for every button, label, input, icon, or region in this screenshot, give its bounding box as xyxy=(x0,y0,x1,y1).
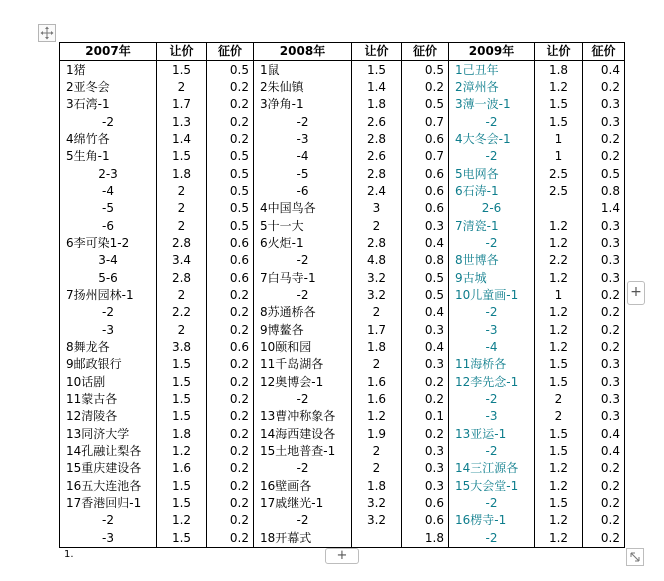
stamp-name-cell: 5十一大 xyxy=(254,217,352,234)
rang-price-cell: 2.8 xyxy=(157,269,207,286)
zheng-price-cell: 0.6 xyxy=(207,339,254,356)
stamp-name-cell: 9博鳌各 xyxy=(254,322,352,339)
rang-price-cell: 2 xyxy=(157,183,207,200)
zheng-price-cell: 0.2 xyxy=(207,512,254,529)
stamp-name-cell: 13同济大学 xyxy=(60,426,157,443)
rang-price-cell: 1.4 xyxy=(157,131,207,148)
rang-price-cell: 1.4 xyxy=(352,79,402,96)
table-row xyxy=(60,183,625,200)
stamp-name-cell: 4中国鸟各 xyxy=(254,200,352,217)
stamp-name-cell: 2-3 xyxy=(60,165,157,182)
rang-price-cell: 2.5 xyxy=(535,183,583,200)
table-row xyxy=(60,478,625,495)
table-row xyxy=(60,530,625,548)
zheng-price-cell: 0.2 xyxy=(583,478,625,495)
zheng-price-cell: 0.6 xyxy=(402,495,449,512)
stamp-name-cell: -5 xyxy=(60,200,157,217)
zheng-price-cell: 0.2 xyxy=(207,408,254,425)
zheng-price-cell: 0.6 xyxy=(402,200,449,217)
header-zheng-price-2007: 征价 xyxy=(207,43,254,61)
stamp-name-cell: -3 xyxy=(254,131,352,148)
header-rang-price-2008: 让价 xyxy=(352,43,402,61)
zheng-price-cell: 0.2 xyxy=(207,356,254,373)
rang-price-cell: 2 xyxy=(157,217,207,234)
add-row-button[interactable] xyxy=(325,548,359,564)
zheng-price-cell: 0.5 xyxy=(402,269,449,286)
zheng-price-cell: 0.3 xyxy=(583,374,625,391)
stamp-name-cell: 7白马寺-1 xyxy=(254,269,352,286)
stamp-name-cell: 11蒙古各 xyxy=(60,391,157,408)
zheng-price-cell: 0.8 xyxy=(402,252,449,269)
zheng-price-cell: 0.5 xyxy=(402,96,449,113)
stamp-name-cell: -2 xyxy=(449,391,535,408)
stamp-name-cell: -3 xyxy=(60,530,157,548)
table-row xyxy=(60,460,625,477)
zheng-price-cell: 0.6 xyxy=(402,183,449,200)
rang-price-cell: 2 xyxy=(352,217,402,234)
rang-price-cell: 1.5 xyxy=(535,495,583,512)
table-row xyxy=(60,443,625,460)
zheng-price-cell: 0.3 xyxy=(402,443,449,460)
rang-price-cell: 4.8 xyxy=(352,252,402,269)
stamp-name-cell: 6石涛-1 xyxy=(449,183,535,200)
table-row xyxy=(60,512,625,529)
stamp-name-cell: 9邮政银行 xyxy=(60,356,157,373)
zheng-price-cell: 0.2 xyxy=(583,131,625,148)
zheng-price-cell: 0.6 xyxy=(402,165,449,182)
rang-price-cell: 1.6 xyxy=(352,374,402,391)
zheng-price-cell: 0.2 xyxy=(583,287,625,304)
rang-price-cell: 1.5 xyxy=(535,443,583,460)
rang-price-cell: 2 xyxy=(157,287,207,304)
header-row xyxy=(60,43,625,61)
header-zheng-price-2009: 征价 xyxy=(583,43,625,61)
table-row xyxy=(60,252,625,269)
stamp-price-table xyxy=(59,42,625,548)
zheng-price-cell: 0.2 xyxy=(583,304,625,321)
stamp-name-cell: -6 xyxy=(60,217,157,234)
stamp-name-cell: 17戚继光-1 xyxy=(254,495,352,512)
rang-price-cell: 1.5 xyxy=(352,61,402,79)
zheng-price-cell: 0.5 xyxy=(402,61,449,79)
rang-price-cell: 1.2 xyxy=(535,217,583,234)
stamp-name-cell: 3薄一波-1 xyxy=(449,96,535,113)
stamp-name-cell: 4绵竹各 xyxy=(60,131,157,148)
stamp-name-cell: -2 xyxy=(254,287,352,304)
zheng-price-cell: 0.7 xyxy=(402,113,449,130)
table-row xyxy=(60,374,625,391)
zheng-price-cell: 0.3 xyxy=(583,217,625,234)
zheng-price-cell: 0.3 xyxy=(402,322,449,339)
rang-price-cell: 1.2 xyxy=(535,339,583,356)
rang-price-cell: 1.2 xyxy=(535,235,583,252)
rang-price-cell: 1.7 xyxy=(157,96,207,113)
rang-price-cell: 1.2 xyxy=(157,512,207,529)
zheng-price-cell: 0.6 xyxy=(402,512,449,529)
stamp-name-cell: 7清瓷-1 xyxy=(449,217,535,234)
zheng-price-cell: 0.3 xyxy=(583,408,625,425)
table-row xyxy=(60,200,625,217)
rang-price-cell: 1.5 xyxy=(157,408,207,425)
zheng-price-cell: 0.4 xyxy=(402,339,449,356)
rang-price-cell: 3.8 xyxy=(157,339,207,356)
table-row xyxy=(60,391,625,408)
rang-price-cell: 2 xyxy=(352,356,402,373)
resize-arrow-icon xyxy=(627,549,643,565)
table-row xyxy=(60,408,625,425)
rang-price-cell: 1.5 xyxy=(157,356,207,373)
zheng-price-cell: 0.2 xyxy=(402,391,449,408)
zheng-price-cell: 0.5 xyxy=(207,200,254,217)
stamp-name-cell: -2 xyxy=(254,113,352,130)
stamp-name-cell: 13亚运-1 xyxy=(449,426,535,443)
stamp-name-cell: -2 xyxy=(254,252,352,269)
table-row xyxy=(60,495,625,512)
rang-price-cell: 2 xyxy=(352,460,402,477)
rang-price-cell: 1.6 xyxy=(157,460,207,477)
rang-price-cell: 1.5 xyxy=(157,478,207,495)
stamp-name-cell: 5-6 xyxy=(60,269,157,286)
zheng-price-cell: 0.1 xyxy=(402,408,449,425)
rang-price-cell: 2.2 xyxy=(535,252,583,269)
zheng-price-cell: 0.2 xyxy=(207,460,254,477)
stamp-name-cell: -5 xyxy=(254,165,352,182)
rang-price-cell: 1.5 xyxy=(535,426,583,443)
stamp-name-cell: 12奥博会-1 xyxy=(254,374,352,391)
stamp-name-cell: 7扬州园林-1 xyxy=(60,287,157,304)
zheng-price-cell: 0.3 xyxy=(402,460,449,477)
rang-price-cell: 1 xyxy=(535,287,583,304)
stamp-name-cell: -2 xyxy=(449,113,535,130)
zheng-price-cell: 0.3 xyxy=(583,252,625,269)
rang-price-cell: 1.8 xyxy=(352,339,402,356)
zheng-price-cell: 1.4 xyxy=(583,200,625,217)
stamp-name-cell: -3 xyxy=(60,322,157,339)
zheng-price-cell: 0.2 xyxy=(583,495,625,512)
zheng-price-cell: 0.2 xyxy=(207,478,254,495)
rang-price-cell: 1.2 xyxy=(157,443,207,460)
table-row xyxy=(60,356,625,373)
zheng-price-cell: 0.2 xyxy=(207,443,254,460)
zheng-price-cell: 0.4 xyxy=(583,443,625,460)
stamp-name-cell: 11千岛湖各 xyxy=(254,356,352,373)
rang-price-cell: 1.5 xyxy=(157,61,207,79)
rang-price-cell: 2 xyxy=(157,200,207,217)
rang-price-cell: 1.7 xyxy=(352,322,402,339)
zheng-price-cell: 0.2 xyxy=(583,460,625,477)
rang-price-cell: 2.8 xyxy=(352,165,402,182)
add-column-button[interactable] xyxy=(627,281,645,305)
rang-price-cell: 2 xyxy=(352,443,402,460)
zheng-price-cell: 0.3 xyxy=(583,269,625,286)
zheng-price-cell: 1.8 xyxy=(402,530,449,548)
table-row xyxy=(60,79,625,96)
table-row xyxy=(60,165,625,182)
stamp-name-cell: 3-4 xyxy=(60,252,157,269)
zheng-price-cell: 0.2 xyxy=(402,374,449,391)
rang-price-cell: 1.2 xyxy=(535,530,583,548)
rang-price-cell: 1.5 xyxy=(157,495,207,512)
rang-price-cell: 1.8 xyxy=(157,165,207,182)
rang-price-cell: 1.6 xyxy=(352,391,402,408)
rang-price-cell: 2.6 xyxy=(352,148,402,165)
header-2007: 2007年 xyxy=(60,43,157,61)
table-row xyxy=(60,287,625,304)
zheng-price-cell: 0.2 xyxy=(207,374,254,391)
rang-price-cell: 1.5 xyxy=(535,96,583,113)
zheng-price-cell: 0.2 xyxy=(402,79,449,96)
stamp-name-cell: -3 xyxy=(449,322,535,339)
rang-price-cell: 1.5 xyxy=(157,374,207,391)
zheng-price-cell: 0.5 xyxy=(207,217,254,234)
header-2008: 2008年 xyxy=(254,43,352,61)
stamp-name-cell: 10儿童画-1 xyxy=(449,287,535,304)
stamp-name-cell: 15重庆建设各 xyxy=(60,460,157,477)
zheng-price-cell: 0.4 xyxy=(402,304,449,321)
stamp-name-cell: 3净角-1 xyxy=(254,96,352,113)
rang-price-cell: 2 xyxy=(535,391,583,408)
zheng-price-cell: 0.6 xyxy=(207,235,254,252)
plus-icon: + xyxy=(630,284,642,300)
stamp-name-cell: 2-6 xyxy=(449,200,535,217)
rang-price-cell: 2.5 xyxy=(535,165,583,182)
zheng-price-cell: 0.2 xyxy=(207,79,254,96)
rang-price-cell: 1.8 xyxy=(352,96,402,113)
zheng-price-cell: 0.2 xyxy=(207,530,254,548)
rang-price-cell: 1.2 xyxy=(535,269,583,286)
stamp-name-cell: 1己丑年 xyxy=(449,61,535,79)
stamp-name-cell: -2 xyxy=(60,304,157,321)
table-row xyxy=(60,322,625,339)
stamp-name-cell: 17香港回归-1 xyxy=(60,495,157,512)
rang-price-cell: 1 xyxy=(535,148,583,165)
move-cross-icon[interactable] xyxy=(38,24,56,42)
stamp-name-cell: 6火炬-1 xyxy=(254,235,352,252)
zheng-price-cell: 0.5 xyxy=(207,183,254,200)
rang-price-cell: 1.2 xyxy=(352,408,402,425)
rang-price-cell: 3 xyxy=(352,200,402,217)
stamp-name-cell: 2漳州各 xyxy=(449,79,535,96)
stamp-name-cell: 3石湾-1 xyxy=(60,96,157,113)
stamp-name-cell: -2 xyxy=(449,495,535,512)
zheng-price-cell: 0.3 xyxy=(583,356,625,373)
stamp-name-cell: -6 xyxy=(254,183,352,200)
header-rang-price-2007: 让价 xyxy=(157,43,207,61)
zheng-price-cell: 0.8 xyxy=(583,183,625,200)
rang-price-cell xyxy=(352,530,402,548)
zheng-price-cell: 0.5 xyxy=(402,287,449,304)
stamp-name-cell: 5生角-1 xyxy=(60,148,157,165)
zheng-price-cell: 0.2 xyxy=(207,426,254,443)
stamp-name-cell: 13曹冲称象各 xyxy=(254,408,352,425)
stamp-name-cell: -2 xyxy=(60,512,157,529)
rang-price-cell: 1.3 xyxy=(157,113,207,130)
stamp-name-cell: -3 xyxy=(449,408,535,425)
zheng-price-cell: 0.2 xyxy=(583,148,625,165)
rang-price-cell: 1.2 xyxy=(535,512,583,529)
rang-price-cell: 2.8 xyxy=(352,235,402,252)
stamp-name-cell: 2朱仙镇 xyxy=(254,79,352,96)
zheng-price-cell: 0.3 xyxy=(402,356,449,373)
header-zheng-price-2008: 征价 xyxy=(402,43,449,61)
stamp-name-cell: 10话剧 xyxy=(60,374,157,391)
stamp-name-cell: 2亚冬会 xyxy=(60,79,157,96)
stamp-name-cell: -2 xyxy=(449,443,535,460)
rang-price-cell: 2 xyxy=(535,408,583,425)
rang-price-cell: 3.2 xyxy=(352,495,402,512)
zheng-price-cell: 0.3 xyxy=(583,391,625,408)
stamp-name-cell: -2 xyxy=(60,113,157,130)
zheng-price-cell: 0.3 xyxy=(583,113,625,130)
rang-price-cell: 1.2 xyxy=(535,478,583,495)
rang-price-cell: 1.8 xyxy=(157,426,207,443)
rang-price-cell: 3.2 xyxy=(352,512,402,529)
stamp-name-cell: 6李可染1-2 xyxy=(60,235,157,252)
zheng-price-cell: 0.5 xyxy=(207,165,254,182)
rang-price-cell xyxy=(535,200,583,217)
stamp-name-cell: -2 xyxy=(449,235,535,252)
stamp-name-cell: 4大冬会-1 xyxy=(449,131,535,148)
rang-price-cell: 1.2 xyxy=(535,322,583,339)
zheng-price-cell: 0.2 xyxy=(583,530,625,548)
rang-price-cell: 2.4 xyxy=(352,183,402,200)
zheng-price-cell: 0.2 xyxy=(207,391,254,408)
stamp-name-cell: 14三江源各 xyxy=(449,460,535,477)
zheng-price-cell: 0.6 xyxy=(402,131,449,148)
stamp-name-cell: -4 xyxy=(60,183,157,200)
rang-price-cell: 1.2 xyxy=(535,460,583,477)
zheng-price-cell: 0.2 xyxy=(583,512,625,529)
zheng-price-cell: 0.2 xyxy=(583,322,625,339)
stamp-name-cell: 10颐和园 xyxy=(254,339,352,356)
zheng-price-cell: 0.2 xyxy=(207,495,254,512)
rang-price-cell: 2 xyxy=(157,79,207,96)
stamp-name-cell: -2 xyxy=(449,148,535,165)
zheng-price-cell: 0.2 xyxy=(207,287,254,304)
stamp-name-cell: -2 xyxy=(254,460,352,477)
table-row xyxy=(60,235,625,252)
rang-price-cell: 1.2 xyxy=(535,79,583,96)
rang-price-cell: 2.8 xyxy=(352,131,402,148)
zheng-price-cell: 0.5 xyxy=(207,148,254,165)
rang-price-cell: 2.2 xyxy=(157,304,207,321)
rang-price-cell: 1.5 xyxy=(157,148,207,165)
stamp-name-cell: 8世博各 xyxy=(449,252,535,269)
zheng-price-cell: 0.4 xyxy=(583,61,625,79)
stamp-name-cell: -2 xyxy=(449,530,535,548)
rang-price-cell: 1.5 xyxy=(157,530,207,548)
stamp-name-cell: 9古城 xyxy=(449,269,535,286)
zheng-price-cell: 0.7 xyxy=(402,148,449,165)
zheng-price-cell: 0.5 xyxy=(207,61,254,79)
stamp-name-cell: 1猪 xyxy=(60,61,157,79)
zheng-price-cell: 0.4 xyxy=(402,235,449,252)
rang-price-cell: 3.4 xyxy=(157,252,207,269)
plus-icon: + xyxy=(336,548,348,563)
table-row xyxy=(60,339,625,356)
zheng-price-cell: 0.2 xyxy=(583,339,625,356)
table-row xyxy=(60,96,625,113)
rang-price-cell: 3.2 xyxy=(352,269,402,286)
rang-price-cell: 1.8 xyxy=(352,478,402,495)
stamp-name-cell: 16壁画各 xyxy=(254,478,352,495)
zheng-price-cell: 0.3 xyxy=(583,235,625,252)
header-2009: 2009年 xyxy=(449,43,535,61)
zheng-price-cell: 0.2 xyxy=(207,113,254,130)
table-row xyxy=(60,269,625,286)
zheng-price-cell: 0.6 xyxy=(207,269,254,286)
table-row xyxy=(60,148,625,165)
table-row xyxy=(60,131,625,148)
rang-price-cell: 3.2 xyxy=(352,287,402,304)
zheng-price-cell: 0.3 xyxy=(583,96,625,113)
stamp-name-cell: 18开幕式 xyxy=(254,530,352,548)
stamp-name-cell: 16楞寺-1 xyxy=(449,512,535,529)
rang-price-cell: 1.5 xyxy=(535,374,583,391)
table-row xyxy=(60,61,625,79)
rang-price-cell: 2 xyxy=(157,322,207,339)
stamp-name-cell: -2 xyxy=(254,512,352,529)
stamp-name-cell: 5电网各 xyxy=(449,165,535,182)
stamp-name-cell: -4 xyxy=(254,148,352,165)
stamp-name-cell: -2 xyxy=(449,304,535,321)
stamp-name-cell: 16五大连池各 xyxy=(60,478,157,495)
zheng-price-cell: 0.2 xyxy=(207,96,254,113)
stamp-name-cell: 8苏通桥各 xyxy=(254,304,352,321)
rang-price-cell: 2.6 xyxy=(352,113,402,130)
zheng-price-cell: 0.2 xyxy=(207,322,254,339)
rang-price-cell: 1.2 xyxy=(535,304,583,321)
rang-price-cell: 1.9 xyxy=(352,426,402,443)
zheng-price-cell: 0.4 xyxy=(583,426,625,443)
rang-price-cell: 1.5 xyxy=(535,356,583,373)
zheng-price-cell: 0.2 xyxy=(583,79,625,96)
zheng-price-cell: 0.2 xyxy=(207,131,254,148)
resize-table-handle[interactable] xyxy=(626,548,644,566)
table-row xyxy=(60,304,625,321)
zheng-price-cell: 0.2 xyxy=(402,426,449,443)
rang-price-cell: 1 xyxy=(535,131,583,148)
rang-price-cell: 2 xyxy=(352,304,402,321)
table-row xyxy=(60,113,625,130)
rang-price-cell: 1.5 xyxy=(535,113,583,130)
table-row xyxy=(60,426,625,443)
zheng-price-cell: 0.6 xyxy=(207,252,254,269)
zheng-price-cell: 0.5 xyxy=(583,165,625,182)
stamp-name-cell: 15土地普查-1 xyxy=(254,443,352,460)
stamp-name-cell: 8舞龙各 xyxy=(60,339,157,356)
table-row xyxy=(60,217,625,234)
stamp-name-cell: 12清陵各 xyxy=(60,408,157,425)
header-rang-price-2009: 让价 xyxy=(535,43,583,61)
stamp-name-cell: 15大会堂-1 xyxy=(449,478,535,495)
zheng-price-cell: 0.3 xyxy=(402,478,449,495)
rang-price-cell: 1.5 xyxy=(157,391,207,408)
zheng-price-cell: 0.3 xyxy=(402,217,449,234)
stamp-name-cell: 14海西建设各 xyxy=(254,426,352,443)
footer-paragraph: 1. xyxy=(64,549,74,560)
rang-price-cell: 2.8 xyxy=(157,235,207,252)
stamp-name-cell: 1鼠 xyxy=(254,61,352,79)
rang-price-cell: 1.8 xyxy=(535,61,583,79)
stamp-name-cell: 11海桥各 xyxy=(449,356,535,373)
stamp-name-cell: 12李先念-1 xyxy=(449,374,535,391)
stamp-name-cell: 14孔融让梨各 xyxy=(60,443,157,460)
stamp-name-cell: -2 xyxy=(254,391,352,408)
stamp-name-cell: -4 xyxy=(449,339,535,356)
zheng-price-cell: 0.2 xyxy=(207,304,254,321)
